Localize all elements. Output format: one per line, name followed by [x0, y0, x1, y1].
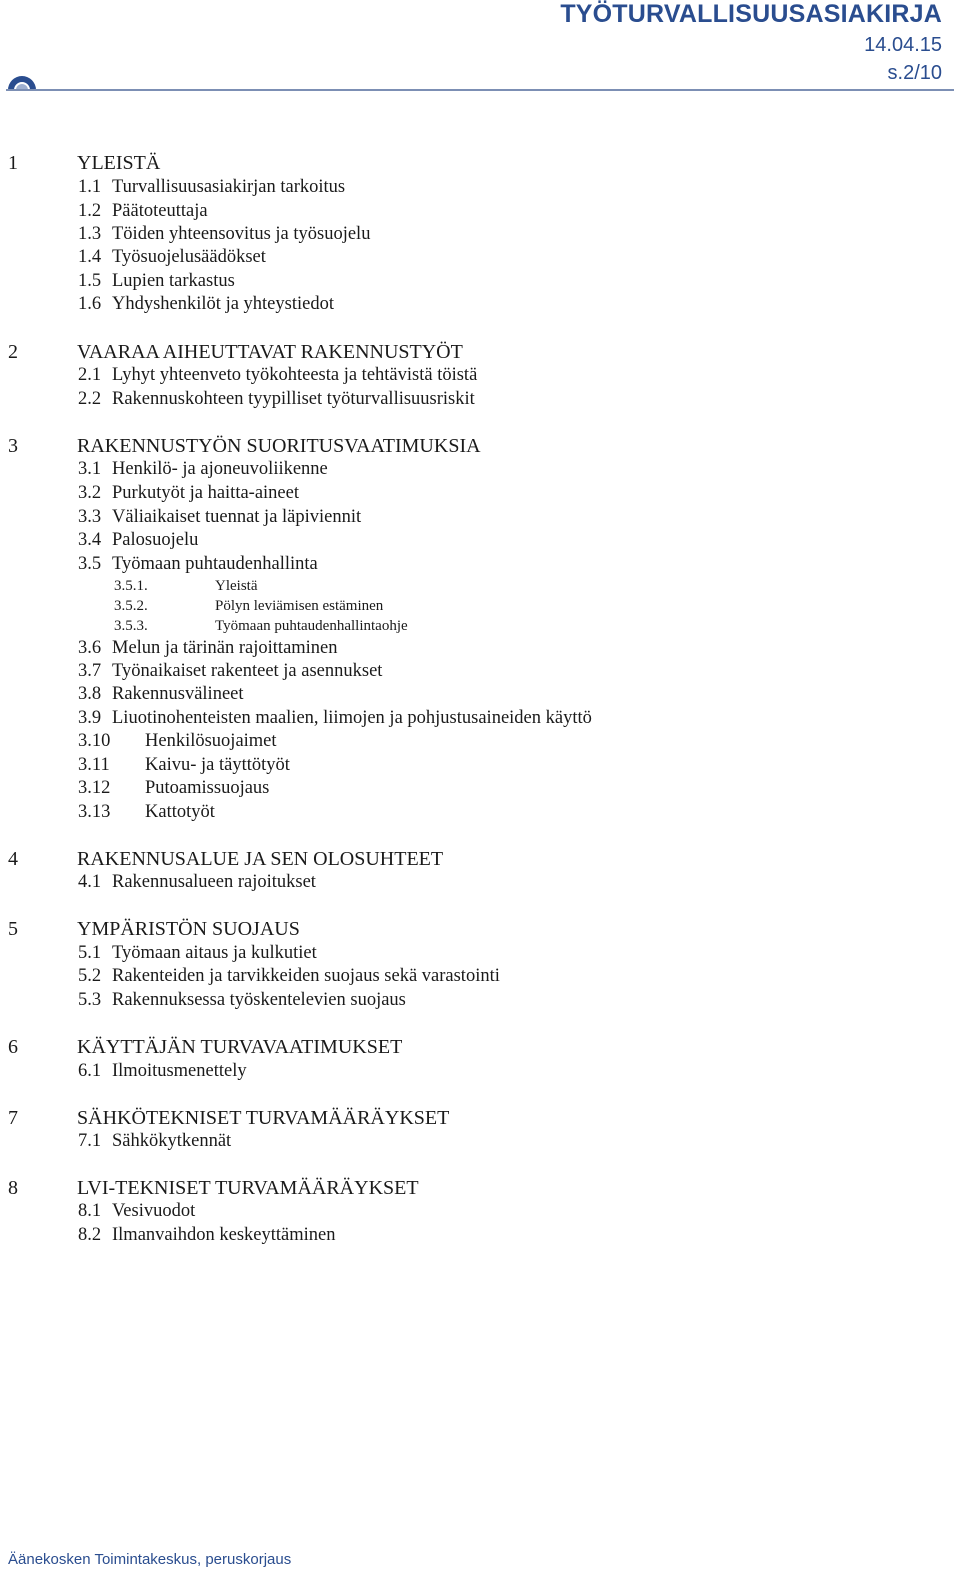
- page-number: s.2/10: [887, 62, 942, 84]
- header-divider: [6, 89, 954, 91]
- document-title: TYÖTURVALLISUUSASIAKIRJA: [560, 0, 942, 28]
- logo-icon: [6, 62, 38, 90]
- document-date: 14.04.15: [864, 34, 942, 56]
- footer-text: Äänekosken Toimintakeskus, peruskorjaus: [8, 1551, 292, 1568]
